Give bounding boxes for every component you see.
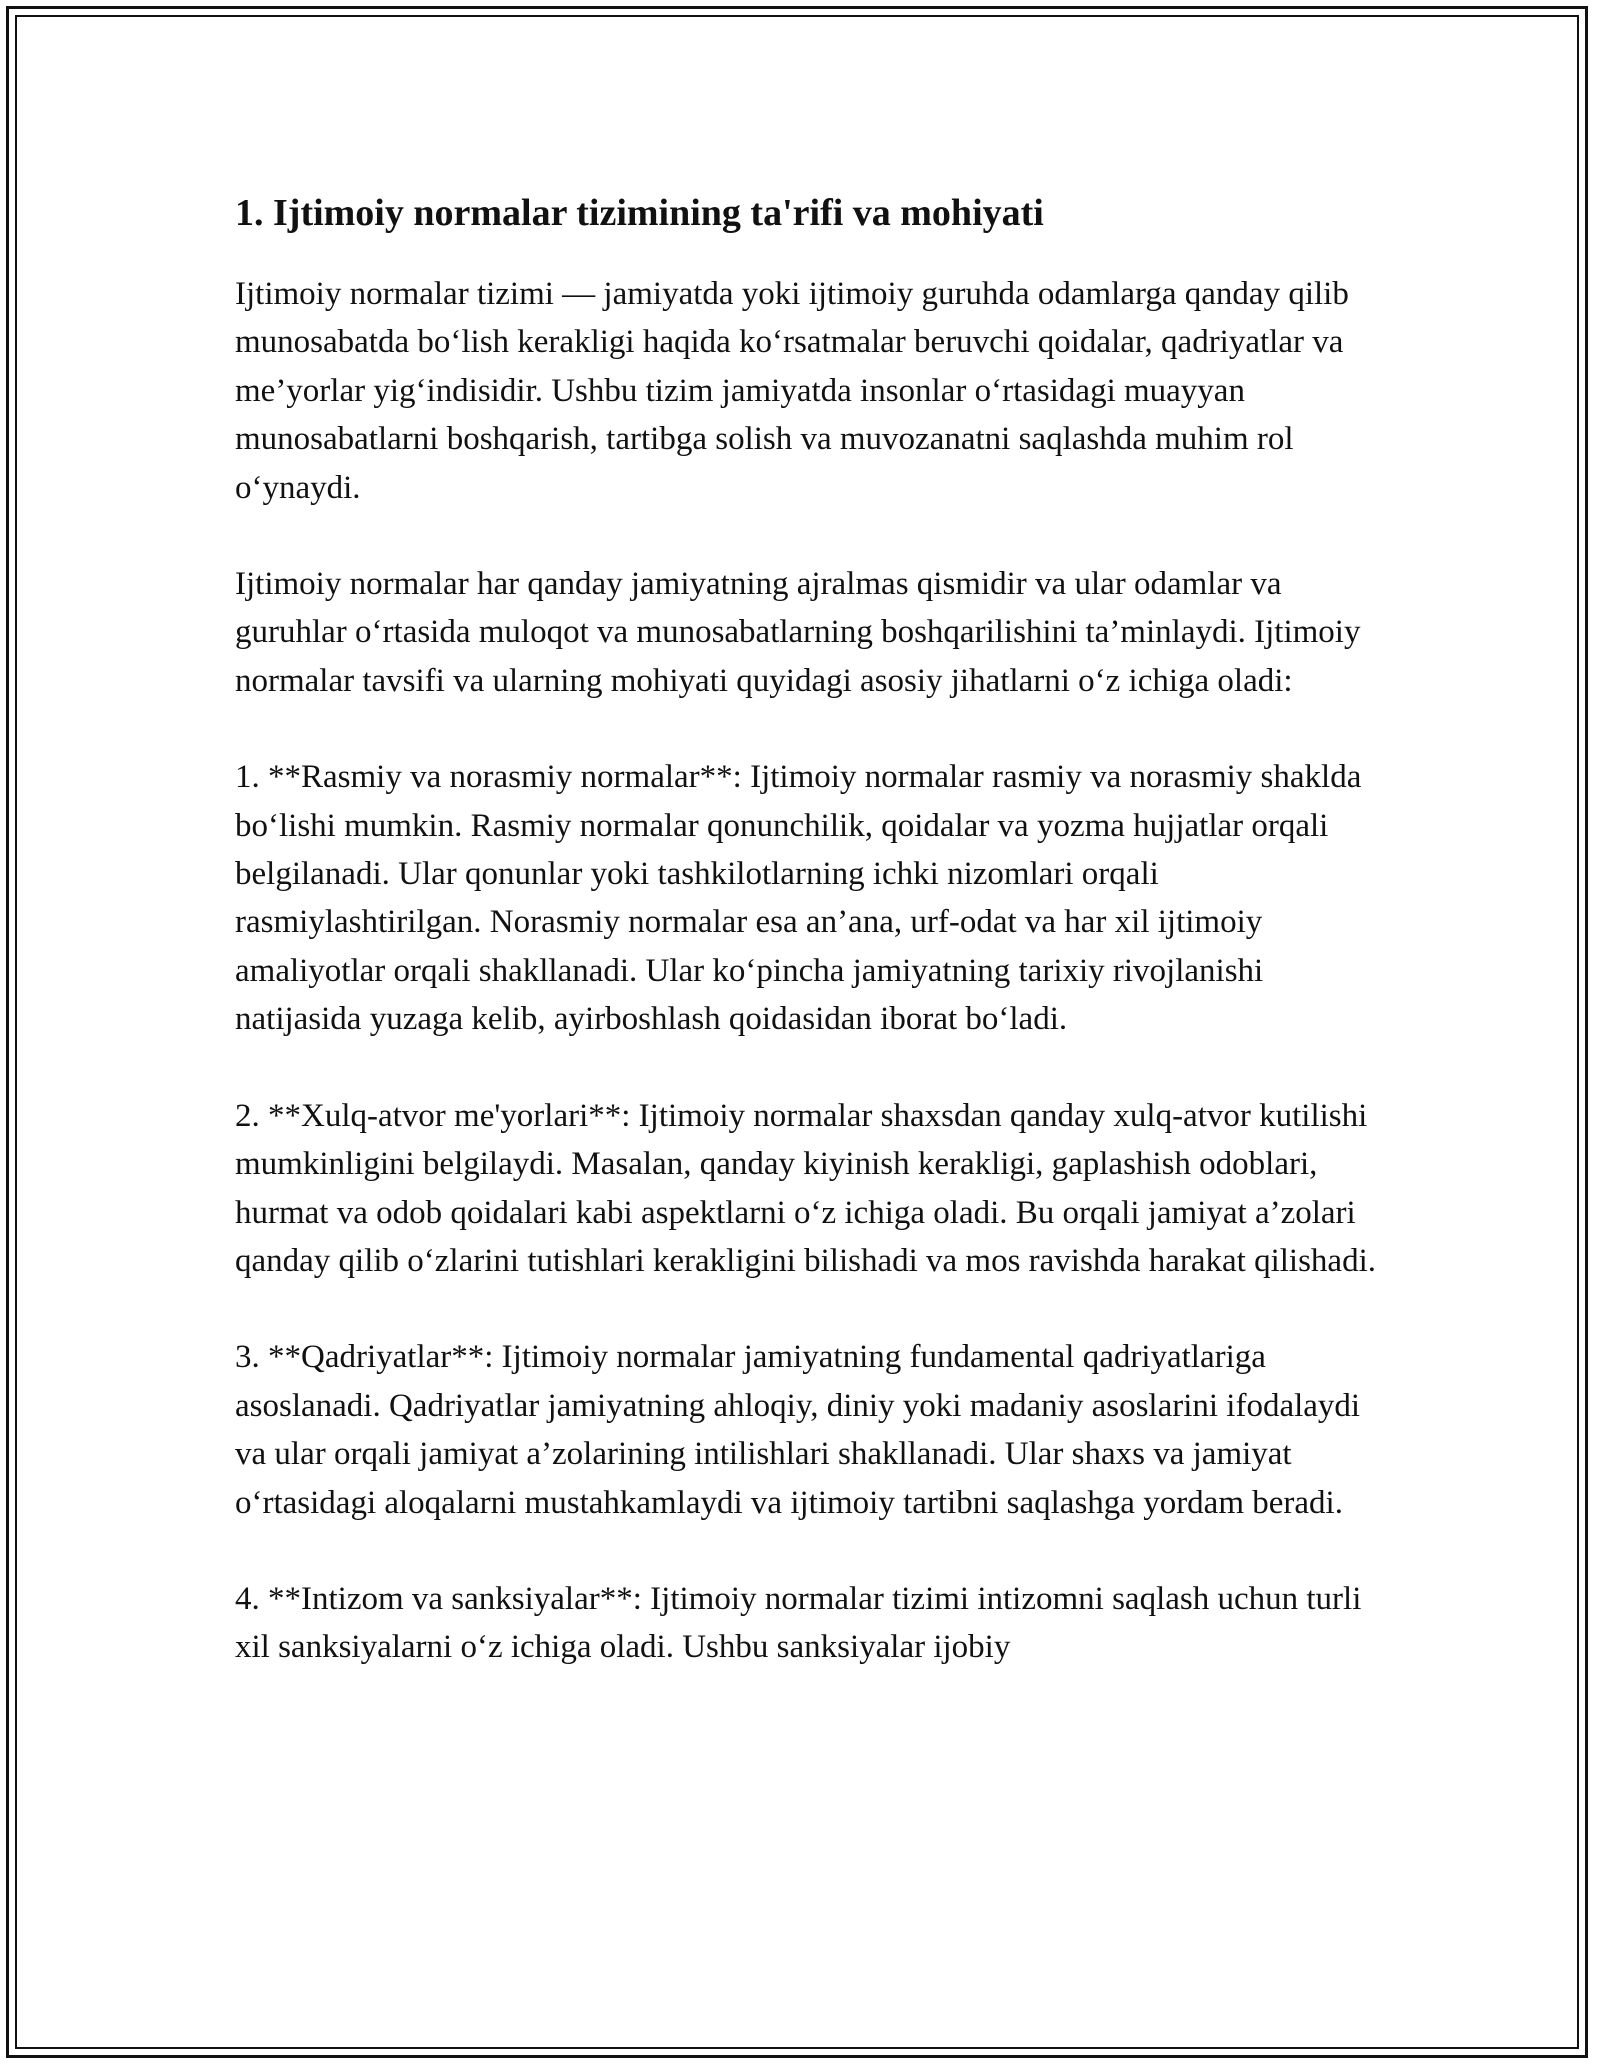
- section-title: 1. Ijtimoiy normalar tizimining ta'rifi va mohiyati: [235, 192, 1044, 234]
- paragraph-discipline-sanctions: 4. **Intizom va sanksiyalar**: Ijtimoiy normalar tizimi intizomni saqlash uchun turli xil sanksiyalarni o‘z ichiga oladi. Ushbu sanksiyalar ijobiy: [235, 1580, 1362, 1666]
- paragraph-formal-informal-norms: 1. **Rasmiy va norasmiy normalar**: Ijtimoiy normalar rasmiy va norasmiy shaklda bo‘lishi mumkin. Rasmiy normalar qonunchilik, qoidalar va yozma hujjatlar orqali belgilanadi. Ular qonunlar yoki tashkilotlarning ichki nizomlari orqali rasmiylashtirilgan. Norasmiy normalar esa an’ana, urf-odat va har xil ijtimoiy amaliyotlar orqali shakllanadi. Ular ko‘pincha jamiyatning tarixiy rivojlanishi natijasida yuzaga kelib, ayirboshlash qoidasidan iborat bo‘ladi.: [235, 759, 1362, 1038]
- paragraph-values: 3. **Qadriyatlar**: Ijtimoiy normalar jamiyatning fundamental qadriyatlariga asoslanadi. Qadriyatlar jamiyatning ahloqiy, diniy yoki madaniy asoslarini ifodalaydi va ular orqali jamiyat a’zolarining intilishlari shakllanadi. Ular shaxs va jamiyat o‘rtasidagi aloqalarni mustahkamlaydi va ijtimoiy tartibni saqlashga yordam beradi.: [235, 1339, 1361, 1521]
- paragraph-intro: Ijtimoiy normalar har qanday jamiyatning ajralmas qismidir va ular odamlar va guruhlar o‘rtasida muloqot va munosabatlarning boshqarilishini ta’minlaydi. Ijtimoiy normalar tavsifi va ularning mohiyati quyidagi asosiy jihatlarni o‘z ichiga oladi:: [235, 566, 1361, 699]
- paragraph-definition: Ijtimoiy normalar tizimi — jamiyatda yoki ijtimoiy guruhda odamlarga qanday qilib munosabatda bo‘lish kerakligi haqida ko‘rsatmalar beruvchi qoidalar, qadriyatlar va me’yorlar yig‘indisidir. Ushbu tizim jamiyatda insonlar o‘rtasidagi muayyan munosabatlarni boshqarish, tartibga solish va muvozanatni saqlashda muhim rol o‘ynaydi.: [235, 276, 1349, 506]
- document-body: [235, 186, 1385, 1720]
- paragraph-behavior-norms: 2. **Xulq-atvor me'yorlari**: Ijtimoiy normalar shaxsdan qanday xulq-atvor kutilishi mumkinligini belgilaydi. Masalan, qanday kiyinish kerakligi, gaplashish odoblari, hurmat va odob qoidalari kabi aspektlarni o‘z ichiga oladi. Bu orqali jamiyat a’zolari qanday qilib o‘zlarini tutishlari kerakligini bilishadi va mos ravishda harakat qilishadi.: [235, 1097, 1376, 1279]
